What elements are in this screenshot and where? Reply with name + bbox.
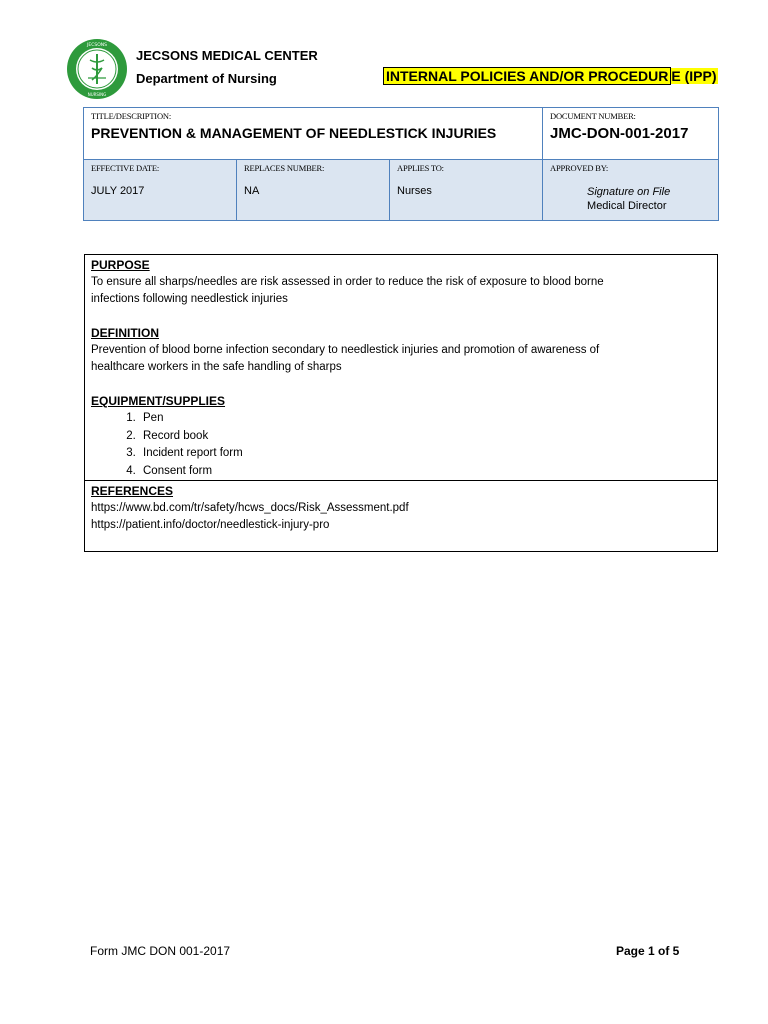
definition-text-line-2: healthcare workers in the safe handling of sharps — [91, 361, 342, 373]
purpose-text-line-1: To ensure all sharps/needles are risk assessed in order to reduce the risk of exposure to blood borne — [91, 276, 604, 288]
replaces-number-cell — [237, 160, 390, 221]
details-row — [84, 160, 719, 221]
equipment-heading: EQUIPMENT/SUPPLIES — [91, 394, 226, 408]
effective-date: JULY 2017 — [91, 185, 145, 197]
document-number-cell — [543, 108, 719, 160]
hospital-logo-icon — [66, 38, 128, 100]
reference-link[interactable]: https://www.bd.com/tr/safety/hcws_docs/Risk_Assessment.pdf — [91, 502, 409, 514]
definition-text-line-1: Prevention of blood borne infection secondary to needlestick injuries and promotion of awareness of — [91, 344, 600, 356]
ipp-title — [383, 64, 718, 88]
applies-to-cell — [390, 160, 543, 221]
document-title: PREVENTION & MANAGEMENT OF NEEDLESTICK INJURIES — [91, 125, 497, 141]
applies-to: Nurses — [397, 185, 432, 197]
document-info-table — [83, 107, 719, 221]
ipp-title-rest: E (IPP) — [671, 68, 717, 84]
svg-text:NURSING: NURSING — [87, 92, 107, 97]
references-heading: REFERENCES — [91, 484, 174, 498]
document-number: JMC-DON-001-2017 — [550, 125, 689, 142]
form-number-footer: Form JMC DON 001-2017 — [90, 944, 231, 958]
equipment-item: 4. Consent form — [139, 463, 712, 481]
equipment-item: 3. Incident report form — [139, 445, 712, 463]
purpose-heading: PURPOSE — [91, 258, 150, 272]
definition-heading: DEFINITION — [91, 326, 159, 340]
title-label: TITLE/DESCRIPTION: — [91, 111, 171, 121]
equipment-list — [91, 410, 712, 480]
replaces-number-label: REPLACES NUMBER: — [244, 163, 325, 173]
title-cell — [84, 108, 543, 160]
purpose-text-line-2: infections following needlestick injuries — [91, 293, 288, 305]
equipment-item: 1. Pen — [139, 410, 712, 428]
equipment-item: 2. Record book — [139, 428, 712, 446]
references-section — [85, 481, 717, 534]
approver-title: Medical Director — [587, 200, 667, 212]
approved-by-label: APPROVED BY: — [550, 163, 609, 173]
ipp-title-boxed: INTERNAL POLICIES AND/OR PROCEDUR — [383, 67, 671, 85]
department-name: Department of Nursing — [136, 71, 277, 86]
page-number-footer: Page 1 of 5 — [616, 944, 680, 958]
effective-date-cell — [84, 160, 237, 221]
policy-content-box — [84, 254, 718, 552]
applies-to-label: APPLIES TO: — [397, 163, 444, 173]
document-number-label: DOCUMENT NUMBER: — [550, 111, 636, 121]
main-section — [85, 255, 717, 481]
organization-name: JECSONS MEDICAL CENTER — [136, 48, 318, 63]
effective-date-label: EFFECTIVE DATE: — [91, 163, 160, 173]
title-row — [84, 108, 719, 160]
approved-by-cell — [543, 160, 719, 221]
reference-link[interactable]: https://patient.info/doctor/needlestick-injury-pro — [91, 519, 330, 531]
replaces-number: NA — [244, 185, 260, 197]
logo-text: JECSONS — [87, 43, 107, 48]
approval-signature: Signature on File — [587, 186, 671, 198]
